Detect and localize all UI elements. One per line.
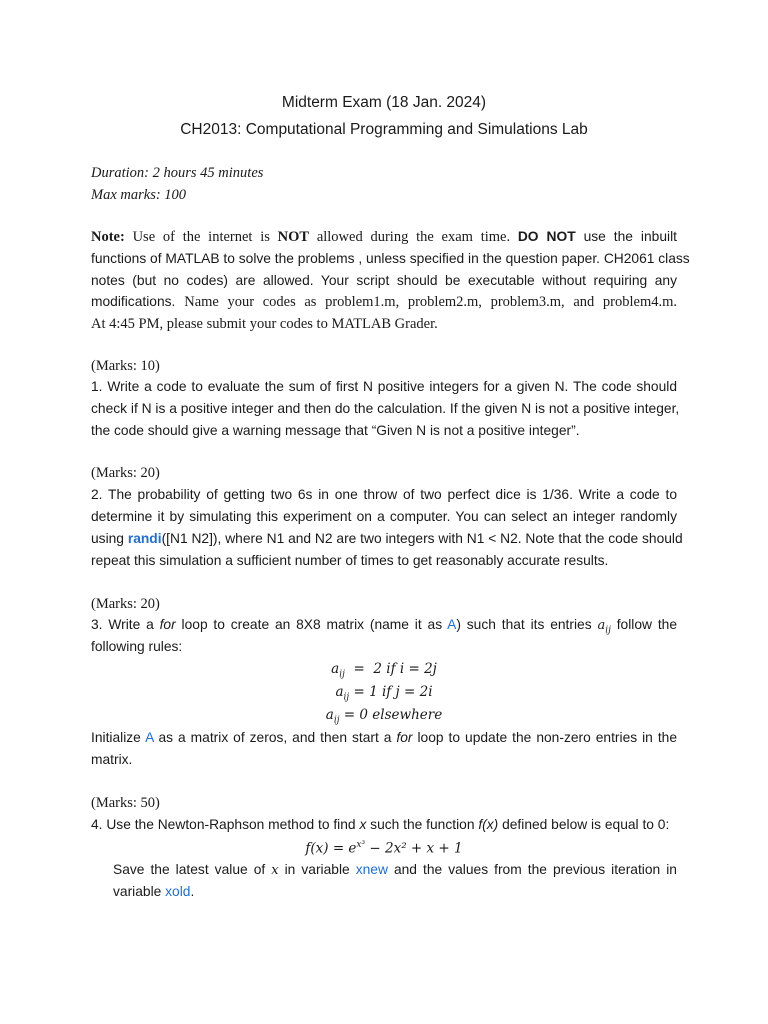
- course-title: CH2013: Computational Programming and Simulations Lab: [180, 121, 588, 138]
- rule-2: $a_{ij} = 1$ if j = 2i: [335, 684, 433, 703]
- note-line-3: notes (but no codes) are allowed. Your script should be executable without requiring any: [91, 273, 677, 288]
- note-line-1: Note: Use of the internet is NOT allowed during the exam time. DO NOT use the inbuilt: [91, 229, 677, 245]
- note-line-5: At 4:45 PM, please submit your codes to MATLAB Grader.: [91, 316, 438, 332]
- exam-title: Midterm Exam (18 Jan. 2024): [281, 94, 487, 111]
- q2-line-3: using randi([N1 N2]), where N1 and N2 are two integers with N1 < N2. Note that the code should: [91, 531, 683, 546]
- note-label: Note:: [91, 229, 125, 245]
- q1-line-2: check if N is a positive integer and then do the calculation. If the given N is not a positive integer,: [91, 401, 680, 416]
- duration: Duration: 2 hours 45 minutes: [91, 165, 264, 181]
- not-emphasis: NOT: [277, 229, 310, 245]
- xnew-variable: xnew: [355, 862, 388, 877]
- xold-variable: xold: [165, 884, 191, 899]
- function-equation: $f(x) = e^{x^3} - 2x^2 + x + 1$: [305, 840, 463, 857]
- matrix-A: A: [447, 617, 457, 632]
- q3-line-4: matrix.: [91, 752, 133, 767]
- note-line-4: modifications. Name your codes as problem1.m, problem2.m, problem3.m, and problem4.m.: [91, 294, 678, 310]
- q4-line-3: variable xold.: [113, 884, 195, 899]
- q3-line-1: 3. Write a for loop to create an 8X8 matrix (name it as A) such that its entries $a_{ij}$ follow the: [91, 617, 677, 636]
- q3-line-3: Initialize A as a matrix of zeros, and then start a for loop to update the non-zero entries in the: [91, 730, 678, 745]
- do-not-emphasis: DO NOT: [517, 229, 576, 244]
- q4-marks: (Marks: 50): [91, 795, 160, 811]
- randi-keyword: randi: [127, 531, 162, 546]
- max-marks: Max marks: 100: [91, 187, 187, 203]
- rule-1: $a_{ij} = 2$ if i = 2j: [331, 661, 437, 680]
- q1-line-3: the code should give a warning message that “Given N is not a positive integer”.: [91, 423, 580, 438]
- q2-line-4: repeat this simulation a sufficient number of times to get reasonably accurate results.: [91, 553, 609, 568]
- q3-marks: (Marks: 20): [91, 596, 160, 612]
- q1-marks: (Marks: 10): [91, 358, 160, 374]
- q2-line-1: 2. The probability of getting two 6s in one throw of two perfect dice is 1/36. Write a code to: [91, 487, 677, 502]
- note-line-2: functions of MATLAB to solve the problems , unless specified in the question paper. CH2061 class: [91, 251, 690, 266]
- q1-line-1: 1. Write a code to evaluate the sum of first N positive integers for a given N. The code should: [91, 379, 677, 394]
- rule-3: $a_{ij} = 0$ elsewhere: [325, 707, 443, 726]
- q2-line-2: determine it by simulating this experiment on a computer. You can select an integer randomly: [91, 509, 677, 524]
- q4-line-2: Save the latest value of x in variable xnew and the values from the previous iteration in: [113, 862, 677, 878]
- q4-line-1: 4. Use the Newton-Raphson method to find x such the function f(x) defined below is equal to 0:: [91, 817, 670, 832]
- q2-marks: (Marks: 20): [91, 465, 160, 481]
- q3-line-2: following rules:: [91, 639, 183, 654]
